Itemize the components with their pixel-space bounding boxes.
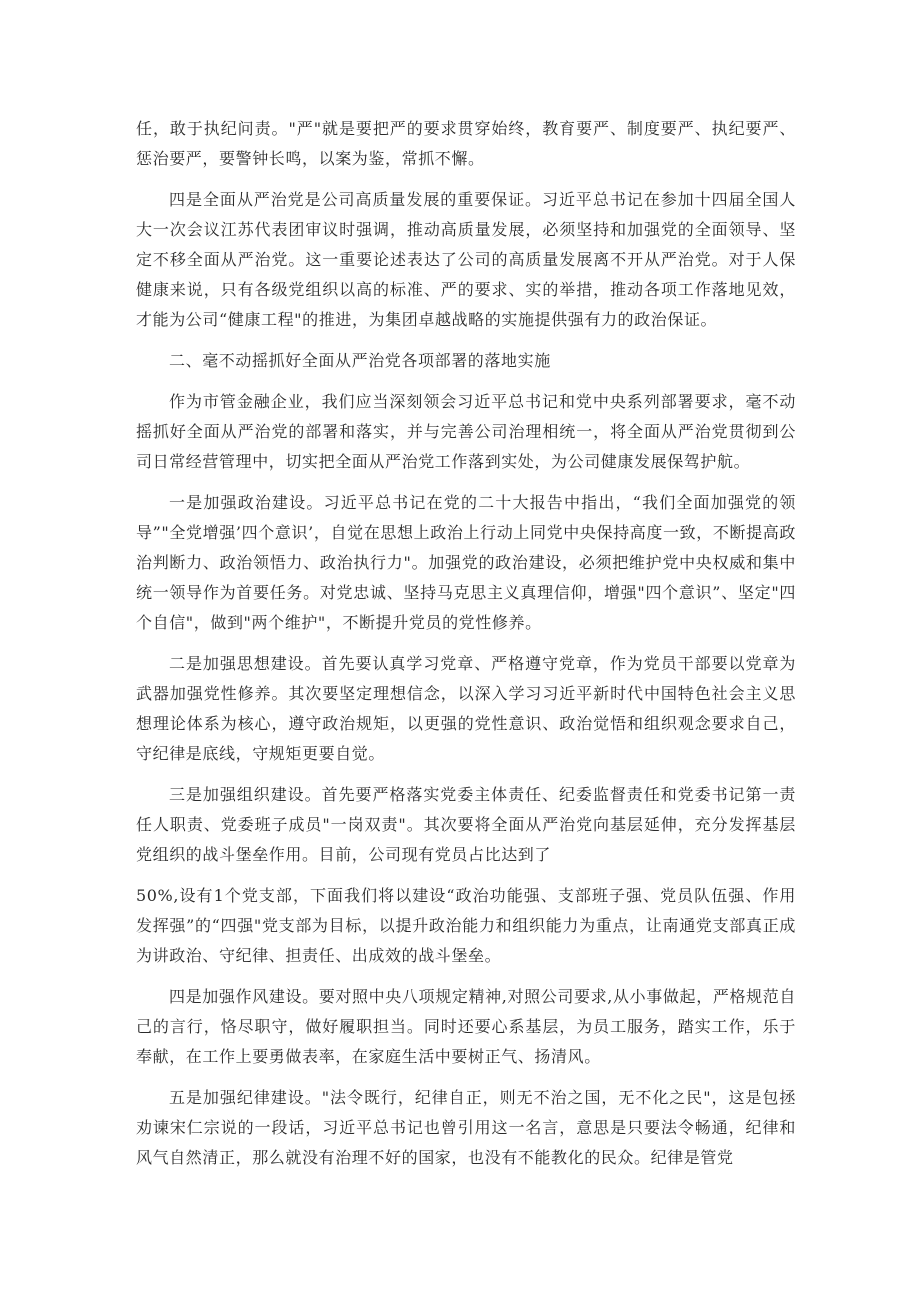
paragraph-text: "法令既行，纪律自正，则无不治之国，无不化之民"，这是包拯劝谏宋仁宗说的一段话，习近平总书记也曾引用这一名言，意思是只要法令畅通，纪律和风气自然清正，那么就没有治理不好的国家，也没有不能教化的民众。纪律是管党 <box>136 1088 796 1167</box>
paragraph-8 <box>136 881 796 971</box>
paragraph-text: 习近平总书记在参加十四届全国人大一次会议江苏代表团审议时强调，推动高质量发展，必须坚持和加强党的全面领导、坚定不移全面从严治党。这一重要论述表达了公司的高质量发展离不开从严治党。对于人保健康来说，只有各级党组织以高的标准、严的要求、实的举措，推动各项工作落地见效，才能为公司“健康工程"的推进，为集团卓越战略的实施提供强有力的政治保证。 <box>136 190 796 329</box>
paragraph-lead: 四是加强作风建设。 <box>169 987 319 1006</box>
paragraph-4 <box>136 387 796 477</box>
paragraph-text: 任，敢于执纪问责。"严"就是要把严的要求贯穿始终，教育要严、制度要严、执纪要严、惩治要严，要警钟长鸣，以案为鉴，常抓不懈。 <box>136 119 796 168</box>
paragraph-lead: 五是加强纪律建设。 <box>169 1088 322 1107</box>
section-heading <box>136 346 796 376</box>
paragraph-10 <box>136 1083 796 1173</box>
paragraph-2 <box>136 185 796 335</box>
paragraph-text: 二、毫不动摇抓好全面从严治党各项部署的落地实施 <box>169 351 551 370</box>
document-body <box>136 114 796 1184</box>
paragraph-9 <box>136 982 796 1072</box>
paragraph-text: 作为市管金融企业，我们应当深刻领会习近平总书记和党中央系列部署要求，毫不动摇抓好全面从严治党的部署和落实，并与完善公司治理相统一，将全面从严治党贯彻到公司日常经营管理中，切实把全面从严治党工作落到实处，为公司健康发展保驾护航。 <box>136 392 796 471</box>
paragraph-text: 首先要认真学习党章、严格遵守党章，作为党员干部要以党章为武器加强党性修养。其次要坚定理想信念，以深入学习习近平新时代中国特色社会主义思想理论体系为核心，遵守政治规矩，以更强的党性意识、政治觉悟和组织观念要求自己，守纪律是底线，守规矩更要自觉。 <box>136 654 796 763</box>
paragraph-lead: 一是加强政治建设。 <box>169 493 324 512</box>
paragraph-text: 习近平总书记在党的二十大报告中指出，“我们全面加强党的领导”"全党增强’四个意识’，自觉在思想上政治上行动上同党中央保持高度一致，不断提高政治判断力、政治领悟力、政治执行力"。加强党的政治建设，必须把维护党中央权威和集中统一领导作为首要任务。对党忠诚、坚持马克思主义真理信仰，增强"四个意识”、坚定"四个自信"，做到"两个维护"，不断提升党员的党性修养。 <box>136 493 796 632</box>
paragraph-1 <box>136 114 796 174</box>
paragraph-7 <box>136 780 796 870</box>
paragraph-text: 要对照中央八项规定精神,对照公司要求,从小事做起，严格规范自己的言行，恪尽职守，做好履职担当。同时还要心系基层，为员工服务，踏实工作，乐于奉献，在工作上要勇做表率，在家庭生活中要树正气、扬清风。 <box>136 987 796 1066</box>
paragraph-lead: 三是加强组织建设。 <box>169 785 322 804</box>
paragraph-text: 50%,设有1个党支部，下面我们将以建设“政治功能强、支部班子强、党员队伍强、作用发挥强”的“四强"党支部为目标，以提升政治能力和组织能力为重点，让南通党支部真正成为讲政治、守纪律、担责任、出成效的战斗堡垒。 <box>136 886 796 965</box>
paragraph-lead: 四是全面从严治党是公司高质量发展的重要保证。 <box>169 190 543 209</box>
paragraph-text: 首先要严格落实党委主体责任、纪委监督责任和党委书记第一责任人职责、党委班子成员"一岗双责"。其次要将全面从严治党向基层延伸，充分发挥基层党组织的战斗堡垒作用。目前，公司现有党员占比达到了 <box>136 785 796 864</box>
paragraph-6 <box>136 649 796 769</box>
paragraph-5 <box>136 488 796 638</box>
paragraph-lead: 二是加强思想建设。 <box>169 654 322 673</box>
